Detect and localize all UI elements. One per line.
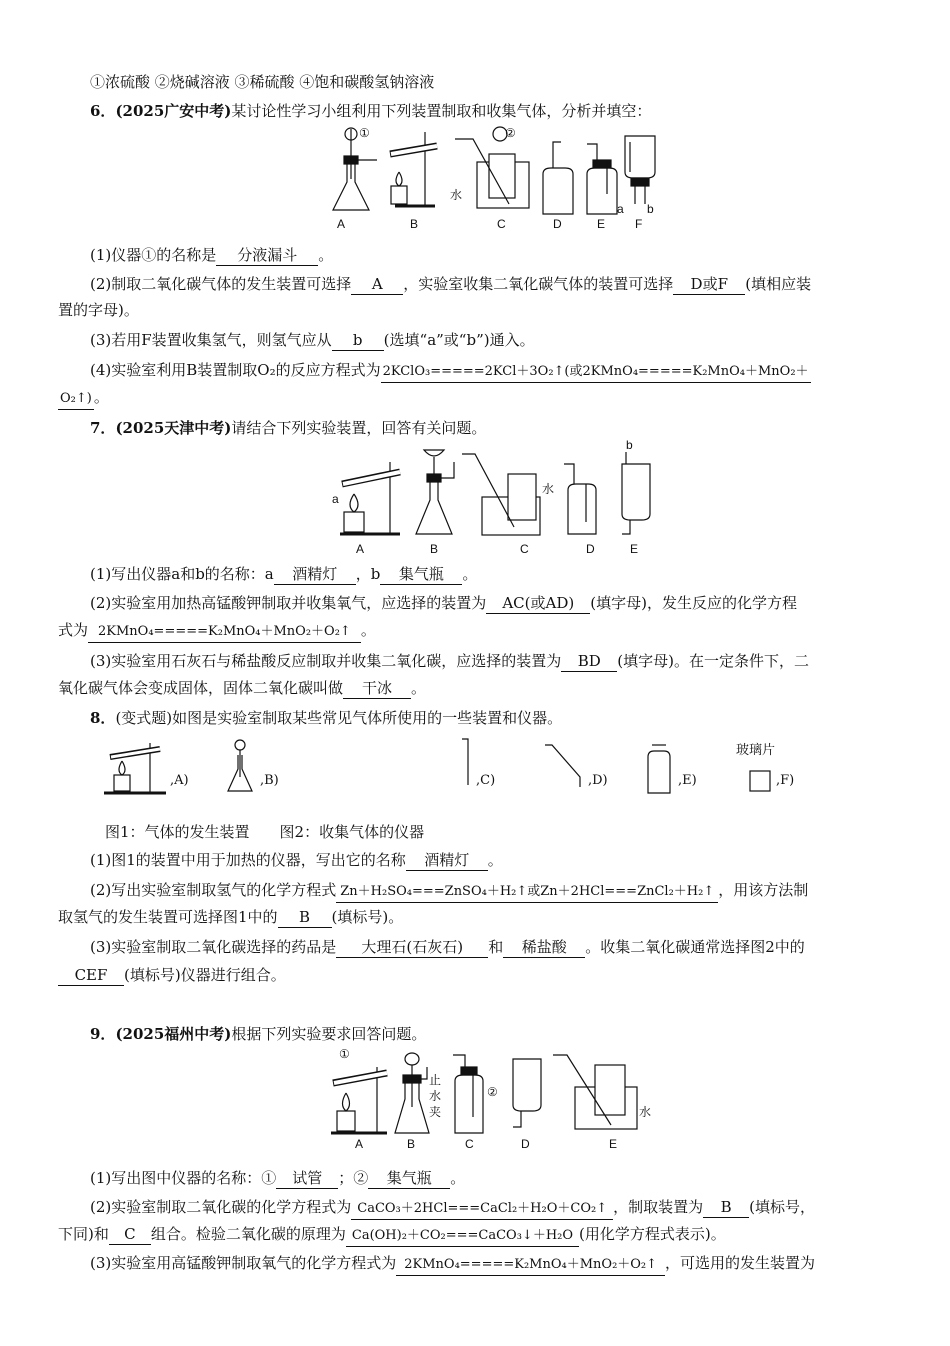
q8-p1-answer: 酒精灯 (406, 850, 488, 871)
q6-p1-text: (1)仪器①的名称是 (90, 246, 217, 264)
q9-stem: 根据下列实验要求回答问题。 (231, 1025, 427, 1043)
q6-mark-b: b (647, 202, 654, 216)
q8-source: (变式题) (115, 709, 173, 727)
q9-p3-end: ，可选用的发生装置为 (665, 1254, 816, 1272)
q8-label-b: ,B) (260, 773, 279, 788)
q7-p1-mid: ，b (355, 565, 381, 583)
q9-part3 (90, 1253, 892, 1276)
q7-p2-answer2: 2KMnO₄=====K₂MnO₄＋MnO₂＋O₂↑ (88, 622, 361, 643)
q6-part4 (90, 360, 892, 383)
q7-p3-cont-text: 氧化碳气体会变成固体，固体二氧化碳叫做 (58, 679, 344, 697)
q6-number: 6． (90, 102, 116, 120)
q6-label-a: A (337, 217, 346, 231)
q8-p1-end: 。 (487, 851, 503, 869)
q8-caption: 图1：气体的发生装置 图2：收集气体的仪器 (105, 823, 425, 841)
q6-part3 (90, 330, 892, 351)
q7-part2-cont (58, 620, 892, 643)
q7-p1-answer2: 集气瓶 (380, 564, 462, 585)
q9-mark-1: ① (339, 1047, 350, 1061)
q8-part2 (90, 880, 892, 903)
q7-p3-answer1: BD (561, 651, 617, 672)
q7-mark-a: a (332, 492, 339, 506)
q6-p3-answer: b (332, 330, 384, 351)
q8-part2-cont (58, 907, 892, 928)
q9-part2-cont (58, 1224, 892, 1247)
q9-p1-answer1: 试管 (276, 1168, 338, 1189)
q7-mark-b: b (626, 438, 633, 452)
q9-p2-answer4: Ca(OH)₂＋CO₂===CaCO₃↓＋H₂O (346, 1226, 579, 1247)
q7-label-a: A (356, 542, 365, 556)
q9-part1 (90, 1168, 892, 1189)
q6-figure (325, 124, 665, 236)
q6-p3-text: (3)若用F装置收集氢气，则氢气应从 (90, 331, 332, 349)
q9-p3-text: (3)实验室用高锰酸钾制取氧气的化学方程式为 (90, 1254, 397, 1272)
q7-p3-answer2: 干冰 (343, 678, 411, 699)
q7-p2-text: (2)实验室用加热高锰酸钾制取并收集氧气，应选择的装置为 (90, 594, 487, 612)
q8-p3-cont-end: (填标号)仪器进行组合。 (124, 966, 286, 984)
q8-label-e: ,E) (678, 773, 697, 788)
q8-part1 (90, 850, 892, 871)
q8-p3-end: 。收集二氧化碳通常选择图2中的 (585, 938, 805, 956)
q6-p4-text: (4)实验室利用B装置制取O₂的反应方程式为 (90, 361, 381, 379)
q6-p2-text: (2)制取二氧化碳气体的发生装置可选择 (90, 275, 352, 293)
q6-part2-cont: 置的字母)。 (58, 301, 139, 319)
q9-p2-mid: ，制取装置为 (613, 1198, 704, 1216)
q9-mark-2: ② (487, 1085, 498, 1099)
q7-p3-cont-end: 。 (411, 679, 427, 697)
q7-stem: 请结合下列实验装置，回答有关问题。 (231, 419, 487, 437)
q9-p2-answer2: B (703, 1197, 749, 1218)
q7-p2-cont-text: 式为 (58, 621, 89, 639)
q7-p1-end: 。 (462, 565, 478, 583)
q9-mark-shui: 水 (429, 1089, 442, 1103)
q8-p3-text: (3)实验室制取二氧化碳选择的药品是 (90, 938, 337, 956)
q9-label-e: E (609, 1137, 618, 1151)
q6-source: (2025广安中考) (115, 102, 232, 120)
q9-label-b: B (407, 1137, 416, 1151)
q9-p1-text: (1)写出图中仪器的名称：① (90, 1169, 277, 1187)
q6-p4-answer-cont: O₂↑) (58, 389, 94, 410)
q9-number: 9． (90, 1025, 116, 1043)
q7-part2 (90, 593, 892, 614)
q6-label-b: B (410, 217, 419, 231)
q6-label-c: C (497, 217, 506, 231)
q6-part2 (90, 274, 892, 295)
q9-part2 (90, 1197, 892, 1220)
q6-part1 (90, 245, 892, 266)
q7-mark-water: 水 (542, 482, 555, 496)
q8-p2-answer2: B (278, 907, 332, 928)
q8-label-d: ,D) (588, 773, 608, 788)
q8-p3-answer3: CEF (58, 965, 124, 986)
q8-p2-answer1: Zn＋H₂SO₄===ZnSO₄＋H₂↑或Zn＋2HCl===ZnCl₂＋H₂↑ (336, 882, 718, 903)
q8-p2-end: ，用该方法制 (718, 881, 809, 899)
q9-p2-end: (填标号， (749, 1198, 815, 1216)
q6-p3-end: (选填“a”或“b”)通入。 (383, 331, 535, 349)
q8-p3-answer1: 大理石(石灰石) (336, 937, 488, 958)
q7-number: 7． (90, 419, 116, 437)
q7-label-b: B (430, 542, 439, 556)
q9-stem-line (90, 1024, 892, 1044)
q6-mark-a: a (617, 202, 624, 216)
q8-stem: 如图是实验室制取某些常见气体所使用的一些装置和仪器。 (172, 709, 563, 727)
q6-stem-line (90, 101, 892, 121)
q8-p2-cont-end: (填标号)。 (331, 908, 404, 926)
top-options: ①浓硫酸 ②烧碱溶液 ③稀硫酸 ④饱和碳酸氢钠溶液 (90, 73, 435, 91)
q7-part1 (90, 564, 892, 585)
q6-p4-answer: 2KClO₃=====2KCl＋3O₂↑(或2KMnO₄=====K₂MnO₄＋MnO₂＋ (381, 362, 811, 383)
q7-p1-text: (1)写出仪器a和b的名称：a (90, 565, 274, 583)
q7-stem-line (90, 418, 892, 438)
q7-figure (330, 438, 660, 558)
q6-p1-answer: 分液漏斗 (216, 245, 318, 266)
q6-mark-2: ② (505, 126, 516, 140)
q9-source: (2025福州中考) (115, 1025, 232, 1043)
q9-p2-text: (2)实验室制取二氧化碳的化学方程式为 (90, 1198, 352, 1216)
q8-part3-cont (58, 965, 892, 986)
q6-p2-end: (填相应装 (745, 275, 812, 293)
q6-p4-end: 。 (93, 388, 109, 406)
q9-figure (325, 1047, 665, 1159)
q9-p1-mid: ；② (338, 1169, 369, 1187)
q8-number: 8． (90, 709, 116, 727)
q9-p2-answer1: CaCO₃＋2HCl===CaCl₂＋H₂O＋CO₂↑ (351, 1199, 613, 1220)
q8-glass-label: 玻璃片 (736, 743, 776, 758)
q6-label-e: E (597, 217, 606, 231)
q7-label-e: E (630, 542, 639, 556)
q7-p2-cont-end: 。 (360, 621, 376, 639)
q8-part3 (90, 937, 892, 958)
q9-label-c: C (465, 1137, 474, 1151)
q9-label-a: A (355, 1137, 364, 1151)
q9-mark-zhi: 止 (429, 1073, 442, 1087)
q6-p2-mid: ，实验室收集二氧化碳气体的装置可选择 (403, 275, 674, 293)
q9-label-d: D (521, 1137, 530, 1151)
q9-p1-end: 。 (450, 1169, 466, 1187)
q9-mark-jia: 夹 (429, 1105, 442, 1119)
q7-p3-end: (填字母)。在一定条件下，二 (617, 652, 809, 670)
q9-p3-answer: 2KMnO₄=====K₂MnO₄＋MnO₂＋O₂↑ (396, 1255, 665, 1276)
q8-p2-cont-text: 取氢气的发生装置可选择图1中的 (58, 908, 278, 926)
q6-part4-cont (58, 387, 892, 410)
q7-p2-end: (填字母)，发生反应的化学方程 (590, 594, 797, 612)
q7-part3 (90, 651, 892, 672)
q7-p2-answer1: AC(或AD) (486, 593, 590, 614)
q8-p1-text: (1)图1的装置中用于加热的仪器，写出它的名称 (90, 851, 406, 869)
q8-figure (100, 735, 820, 805)
q9-p2-cont-mid: 组合。检验二氧化碳的原理为 (150, 1225, 346, 1243)
q6-p2-answer2: D或F (673, 274, 745, 295)
q7-p3-text: (3)实验室用石灰石与稀盐酸反应制取并收集二氧化碳，应选择的装置为 (90, 652, 562, 670)
q7-part3-cont (58, 678, 892, 699)
q6-label-f: F (635, 217, 643, 231)
q8-label-c: ,C) (476, 773, 496, 788)
q8-p3-mid: 和 (488, 938, 504, 956)
q9-mark-water: 水 (639, 1105, 652, 1119)
q7-label-c: C (520, 542, 529, 556)
q8-label-f: ,F) (776, 773, 795, 788)
q9-p2-cont-text: 下同)和 (58, 1225, 109, 1243)
q6-stem: 某讨论性学习小组利用下列装置制取和收集气体，分析并填空： (231, 102, 652, 120)
q6-label-d: D (553, 217, 562, 231)
q6-mark-1: ① (359, 126, 370, 140)
q7-p1-answer1: 酒精灯 (274, 564, 356, 585)
q6-p1-end: 。 (318, 246, 334, 264)
q6-p2-answer1: A (351, 274, 403, 295)
q9-p1-answer2: 集气瓶 (368, 1168, 450, 1189)
q9-p2-cont-end: (用化学方程式表示)。 (579, 1225, 726, 1243)
q8-p2-text: (2)写出实验室制取氢气的化学方程式 (90, 881, 337, 899)
q8-stem-line (90, 708, 892, 728)
q8-label-a: ,A) (170, 773, 189, 788)
q7-label-d: D (586, 542, 595, 556)
q7-source: (2025天津中考) (115, 419, 232, 437)
q8-p3-answer2: 稀盐酸 (503, 937, 585, 958)
q6-mark-water: 水 (450, 188, 463, 202)
q9-p2-answer3: C (109, 1224, 151, 1245)
